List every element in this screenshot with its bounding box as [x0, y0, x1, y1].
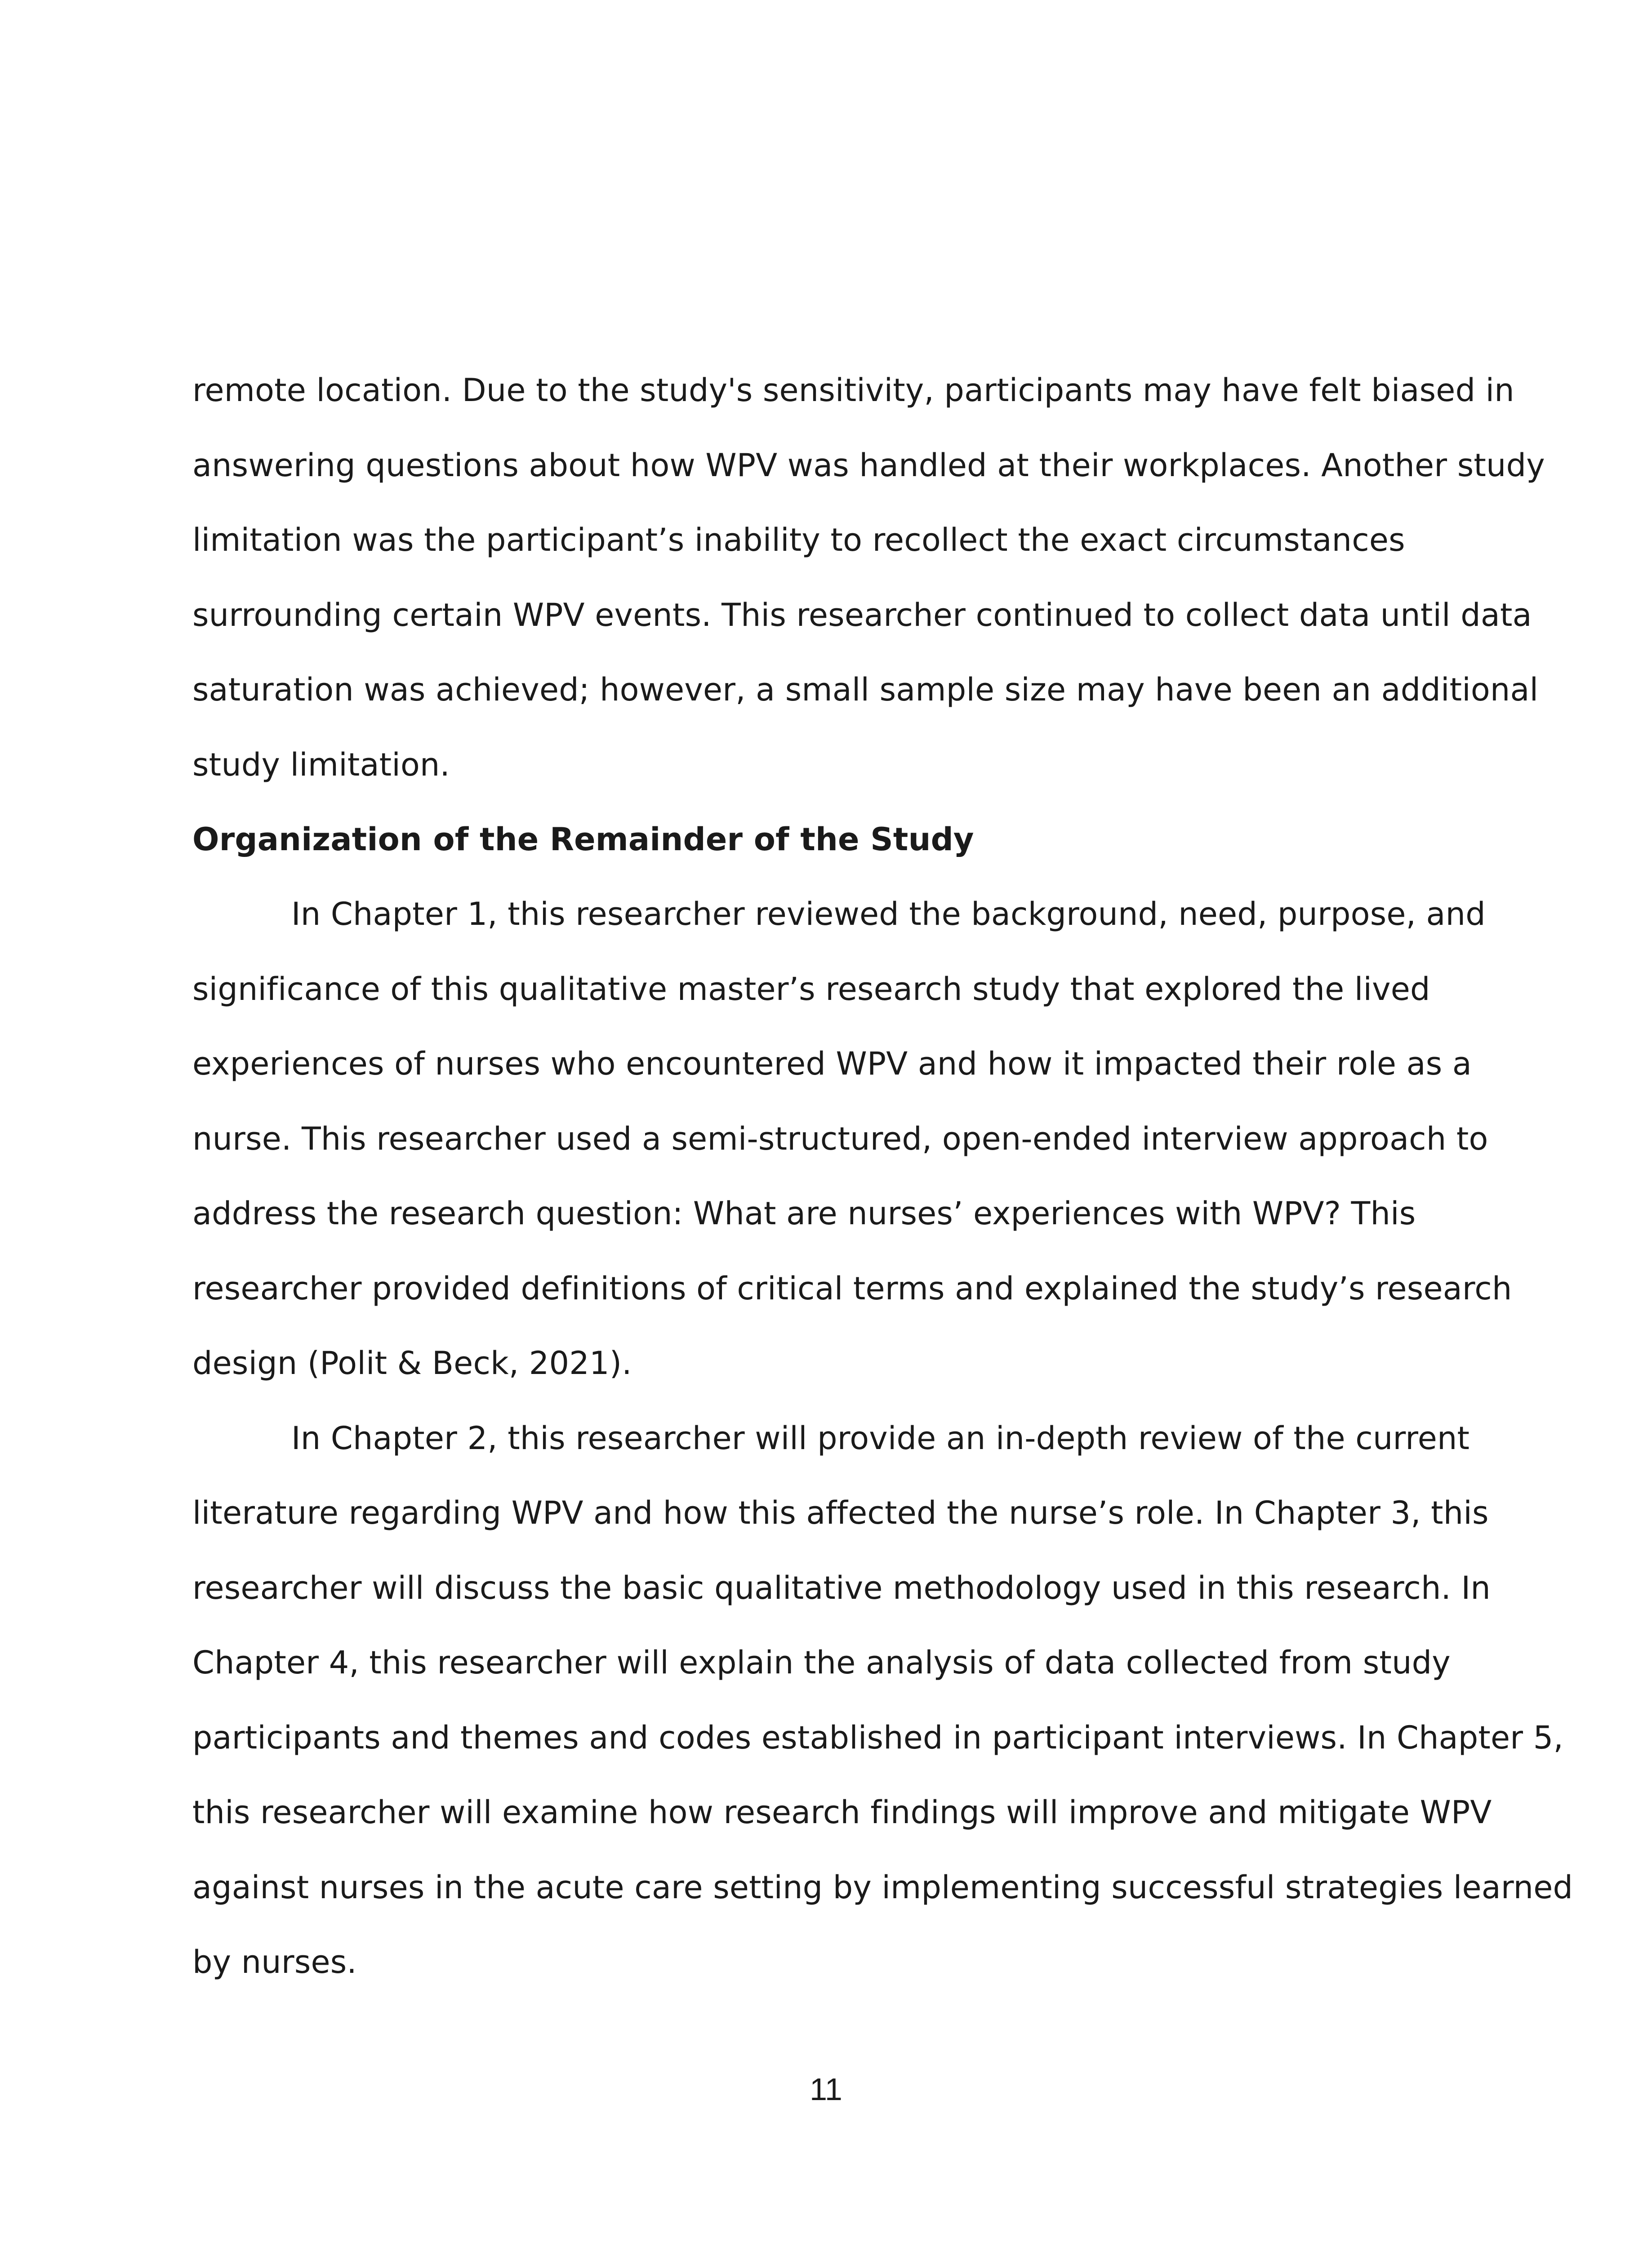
text-line: design (Polit & Beck, 2021).: [192, 1345, 632, 1382]
text-line: this researcher will examine how research findings will improve and mitigate WPV: [192, 1794, 1492, 1831]
text-line: nurse. This researcher used a semi-structured, open-ended interview approach to: [192, 1120, 1488, 1157]
text-line: remote location. Due to the study's sensitivity, participants may have felt biased in: [192, 372, 1514, 409]
text-line: researcher will discuss the basic qualitative methodology used in this research. In: [192, 1570, 1491, 1606]
text-line: participants and themes and codes established in participant interviews. In Chapter 5,: [192, 1719, 1563, 1756]
page-number: 11: [810, 2072, 842, 2107]
text-line: Chapter 4, this researcher will explain the analysis of data collected from study: [192, 1644, 1451, 1681]
text-line: surrounding certain WPV events. This researcher continued to collect data until data: [192, 597, 1532, 633]
text-line: saturation was achieved; however, a small sample size may have been an additional: [192, 671, 1539, 708]
text-line: In Chapter 1, this researcher reviewed the background, need, purpose, and: [291, 896, 1486, 932]
text-line: significance of this qualitative master’s research study that explored the lived: [192, 971, 1430, 1008]
text-line: limitation was the participant’s inability to recollect the exact circumstances: [192, 522, 1405, 558]
text-line: researcher provided definitions of critical terms and explained the study’s research: [192, 1270, 1512, 1307]
text-line: against nurses in the acute care setting by implementing successful strategies learned: [192, 1869, 1573, 1906]
section-heading: Organization of the Remainder of the Study: [192, 821, 974, 858]
text-line: literature regarding WPV and how this affected the nurse’s role. In Chapter 3, this: [192, 1494, 1489, 1531]
text-line: by nurses.: [192, 1944, 357, 1980]
text-line: In Chapter 2, this researcher will provide an in-depth review of the current: [291, 1420, 1470, 1457]
text-line: experiences of nurses who encountered WPV and how it impacted their role as a: [192, 1045, 1472, 1082]
text-line: answering questions about how WPV was handled at their workplaces. Another study: [192, 447, 1545, 484]
text-line: study limitation.: [192, 746, 450, 783]
text-line: address the research question: What are nurses’ experiences with WPV? This: [192, 1195, 1416, 1232]
